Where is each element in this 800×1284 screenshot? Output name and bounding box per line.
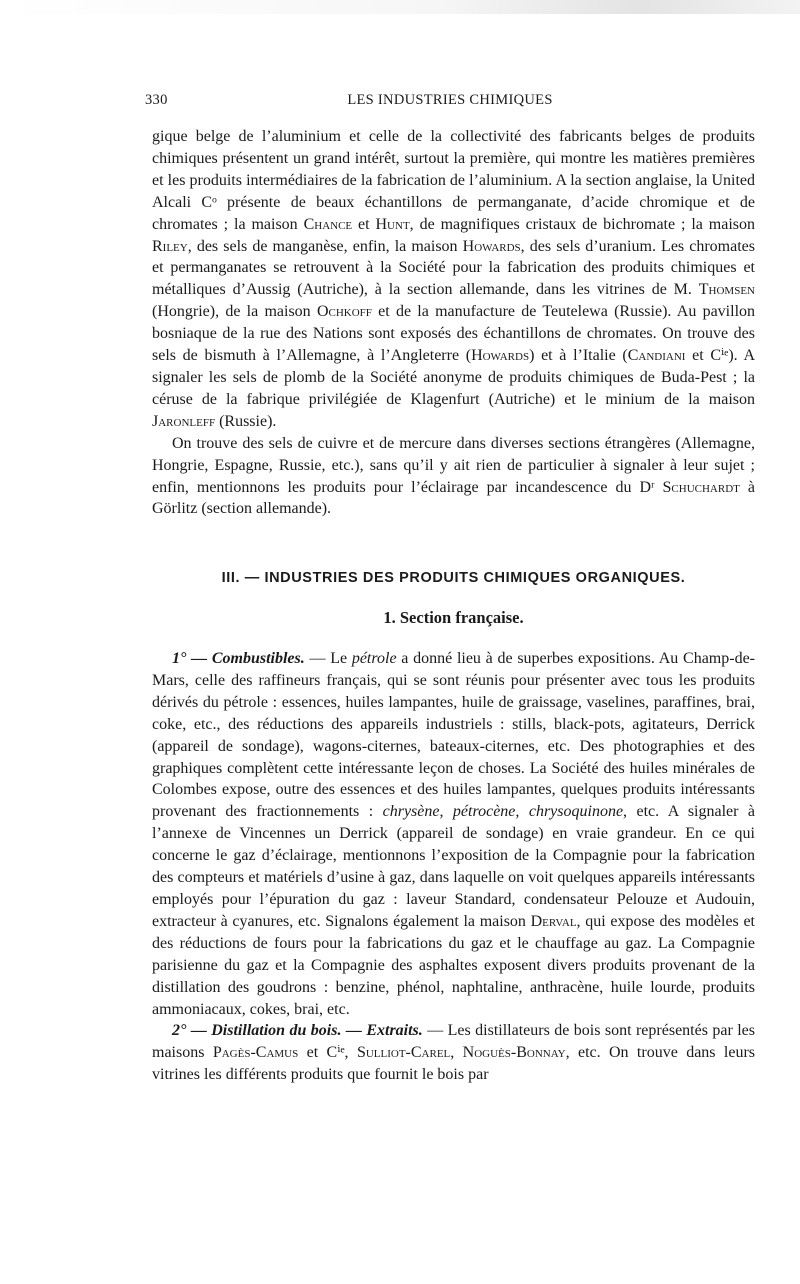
paragraph-aluminium-chromates: gique belge de l’aluminium et celle de la collectivité des fabricants belges de produits chimiques présentent un grand intérêt, surtout la première, qui montre les matières premières et les produits intermédiaires de la fabrication de l’aluminium. A la section anglaise, la United Alcali Cᵒ présente de beaux échantillons de permanganate, d’acide chromique et de chromates ; la maison Chance et Hunt, de magnifiques cristaux de bichromate ; la maison Riley, des sels de manganèse, enfin, la maison Howards, des sels d’uranium. Les chromates et permanganates se retrouvent à la Société pour la fabrication des produits chimiques et métalliques d’Aussig (Autriche), à la section allemande, dans les vitrines de M. Thomsen (Hongrie), de la maison Ochkoff et de la manufacture de Teutelewa (Russie). Au pavillon bosniaque de la rue des Nations sont exposés des échantillons de chromates. On trouve des sels de bismuth à l’Allemagne, à l’Angleterre (Howards) et à l’Italie (Candiani et Cⁱᵉ). A signaler les sels de plomb de la Société anonyme de produits chimiques de Buda-Pest ; la céruse de la fabrique privilégiée de Klagenfurt (Autriche) et le minium de la maison Jaronleff (Russie). [152,128,756,430]
paragraph-combustibles: 1° — Combustibles. — Le pétrole a donné lieu à de superbes expositions. Au Champ-de-Mars, celle des raffineurs français, qui se sont réunis pour présenter avec tous les produits dérivés du pétrole : essences, huiles lampantes, huile de graissage, vaselines, paraffines, brai, coke, etc., des réductions des appareils industriels : stills, black-pots, agitateurs, Derrick (appareil de sondage), wagons-citernes, bateaux-citernes, etc. Des photographies et des graphiques complètent cette intéressante leçon de choses. La Société des huiles minérales de Colombes expose, outre des essences et des huiles lampantes, quelques produits intéressants provenant des fractionnements : chrysène, pétrocène, chrysoquinone, etc. A signaler à l’annexe de Vincennes un Derrick (appareil de sondage) en vraie grandeur. En ce qui concerne le gaz d’éclairage, mentionnons l’exposition de la Compagnie pour la fabrication des compteurs et matériels d’usine à gaz, dans laquelle on voit quelques appareils intéressants employés pour l’épuration du gaz : laveur Standard, condensateur Pelouze et Audouin, extracteur à cyanures, etc. Signalons également la maison Derval, qui expose des modèles et des réductions de fours pour la fabrications du gaz et le chauffage au gaz. La Compagnie parisienne du gaz et la Compagnie des asphaltes exposent divers produits provenant de la distillation des goudrons : benzine, phénol, naphtaline, anthracène, huile lourde, produits ammoniacaux, cokes, brai, etc. [152,650,756,1018]
company-name: Sulliot-Carel [356,1044,451,1062]
company-name: Ochkoff [316,303,372,321]
paragraph-lead: 2° — Distillation du bois. — Extraits. [172,1022,423,1040]
body-text-upper [152,126,755,520]
paragraph-copper-mercury: On trouve des sels de cuivre et de mercure dans diverses sections étrangères (Allemagne, Hongrie, Espagne, Russie, etc.), sans qu’il y ait rien de particulier à signaler à leur sujet ; enfin, mentionnons les produits pour l’éclairage par incandescence du Dʳ Schuchardt à Görlitz (section allemande). [152,434,755,518]
section-heading: III. — INDUSTRIES DES PRODUITS CHIMIQUES ORGANIQUES. [221,570,686,586]
company-name: Thomsen [698,281,755,299]
scan-edge-noise [0,0,800,14]
company-name: Riley [152,237,188,255]
company-name: Howards [462,237,521,255]
company-name: Candiani [627,347,686,365]
company-name: Howards [471,347,530,365]
company-name: Derval [530,912,577,930]
running-head: LES INDUSTRIES CHIMIQUES [347,92,553,108]
person-name: Schuchardt [662,478,740,496]
paragraph-distillation-bois: 2° — Distillation du bois. — Extraits. — Les distillateurs de bois sont représentés par les maisons Pagès-Camus et Cⁱᵉ, Sulliot-Carel, Noguès-Bonnay, etc. On trouve dans leurs vitrines les différents produits que fournit le bois par [152,1022,756,1084]
page-header [145,92,755,116]
company-name: Pagès-Camus [212,1044,299,1062]
paragraph-lead: 1° — Combustibles. [172,650,305,667]
company-name: Jaronleff [152,412,216,430]
company-name: Chance [303,215,353,233]
subsection-heading: 1. Section française. [383,608,524,627]
body-text-lower [152,648,755,1086]
company-name: Noguès-Bonnay [462,1044,566,1062]
page-number: 330 [145,92,168,108]
company-name: Hunt [375,215,410,233]
